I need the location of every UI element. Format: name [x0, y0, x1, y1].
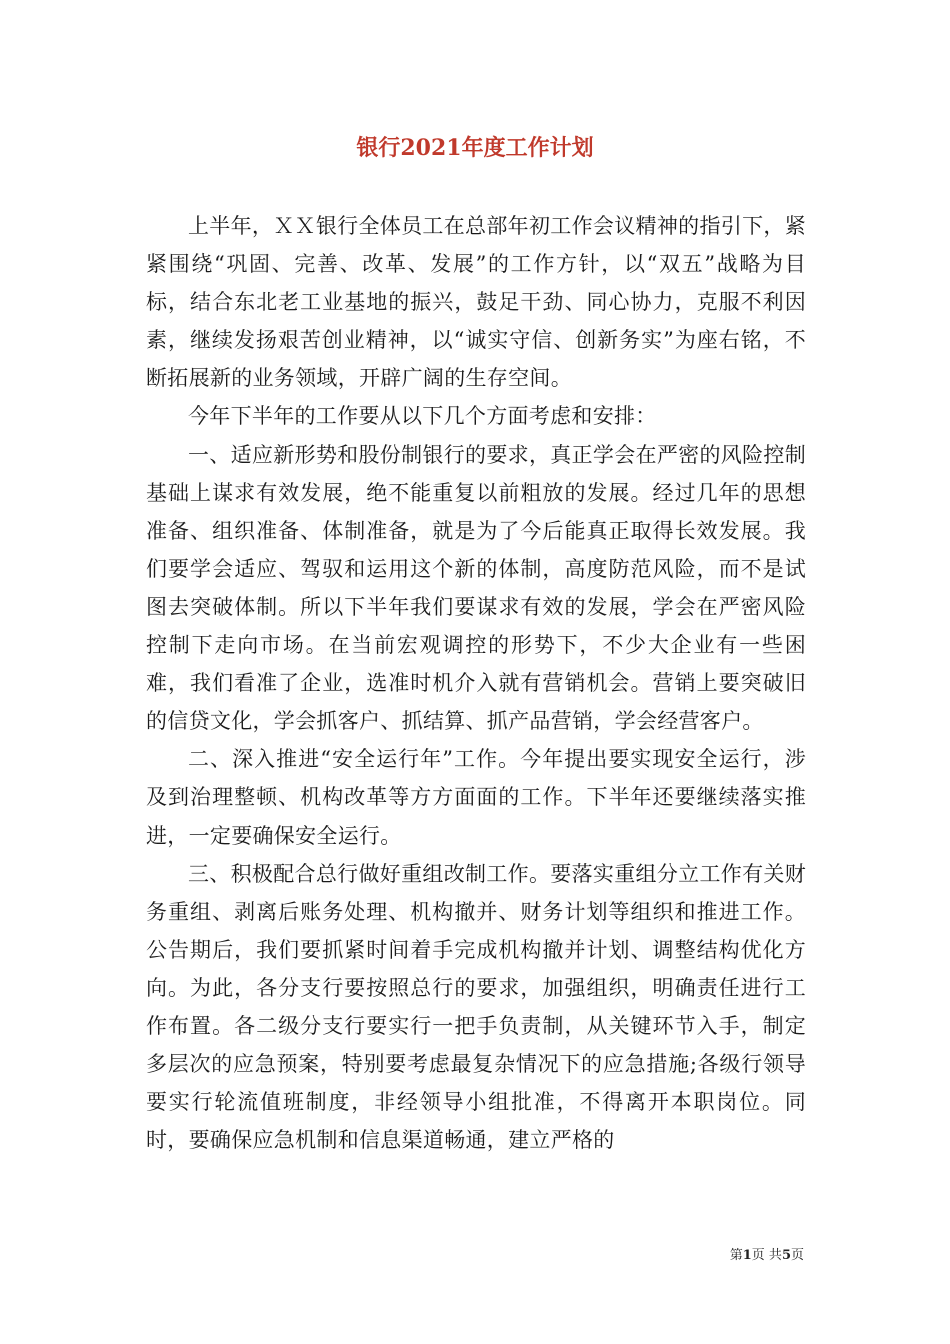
footer-middle: 页 共 — [751, 1248, 782, 1263]
page-number-footer — [730, 1246, 804, 1266]
footer-suffix: 页 — [790, 1248, 804, 1263]
document-body — [146, 207, 806, 1159]
paragraph-item-2: 二、深入推进“安全运行年”工作。今年提出要实现安全运行，涉及到治理整顿、机构改革等方方面面的工作。下半年还要继续落实推进，一定要确保安全运行。 — [146, 747, 806, 848]
document-title: 银行2021年度工作计划 — [356, 135, 594, 161]
paragraph-item-3: 三、积极配合总行做好重组改制工作。要落实重组分立工作有关财务重组、剥离后账务处理、机构撤并、财务计划等组织和推进工作。公告期后，我们要抓紧时间着手完成机构撤并计划、调整结构优化方向。为此，各分支行要按照总行的要求，加强组织，明确责任进行工作布置。各二级分支行要实行一把手负责制，从关键环节入手，制定多层次的应急预案，特别要考虑最复杂情况下的应急措施;各级行领导要实行轮流值班制度，非经领导小组批准，不得离开本职岗位。同时，要确保应急机制和信息渠道畅通，建立严格的 — [146, 861, 806, 1153]
footer-total-pages: 5 — [781, 1248, 791, 1263]
paragraph-item-1: 一、适应新形势和股份制银行的要求，真正学会在严密的风险控制基础上谋求有效发展，绝不能重复以前粗放的发展。经过几年的思想准备、组织准备、体制准备，就是为了今后能真正取得长效发展。我们要学会适应、驾驭和运用这个新的体制，高度防范风险，而不是试图去突破体制。所以下半年我们要谋求有效的发展，学会在严密风险控制下走向市场。在当前宏观调控的形势下，不少大企业有一些困难，我们看准了企业，选准时机介入就有营销机会。营销上要突破旧的信贷文化，学会抓客户、抓结算、抓产品营销，学会经营客户。 — [146, 442, 806, 734]
paragraph-overview: 今年下半年的工作要从以下几个方面考虑和安排： — [188, 404, 657, 429]
footer-current-page: 1 — [742, 1248, 752, 1263]
footer-prefix: 第 — [729, 1248, 743, 1263]
paragraph-intro: 上半年，ＸＸ银行全体员工在总部年初工作会议精神的指引下，紧紧围绕“巩固、完善、改革、发展”的工作方针，以“双五”战略为目标，结合东北老工业基地的振兴，鼓足干劲、同心协力，克服不利因素，继续发扬艰苦创业精神，以“诚实守信、创新务实”为座右铭，不断拓展新的业务领域，开辟广阔的生存空间。 — [146, 214, 806, 391]
